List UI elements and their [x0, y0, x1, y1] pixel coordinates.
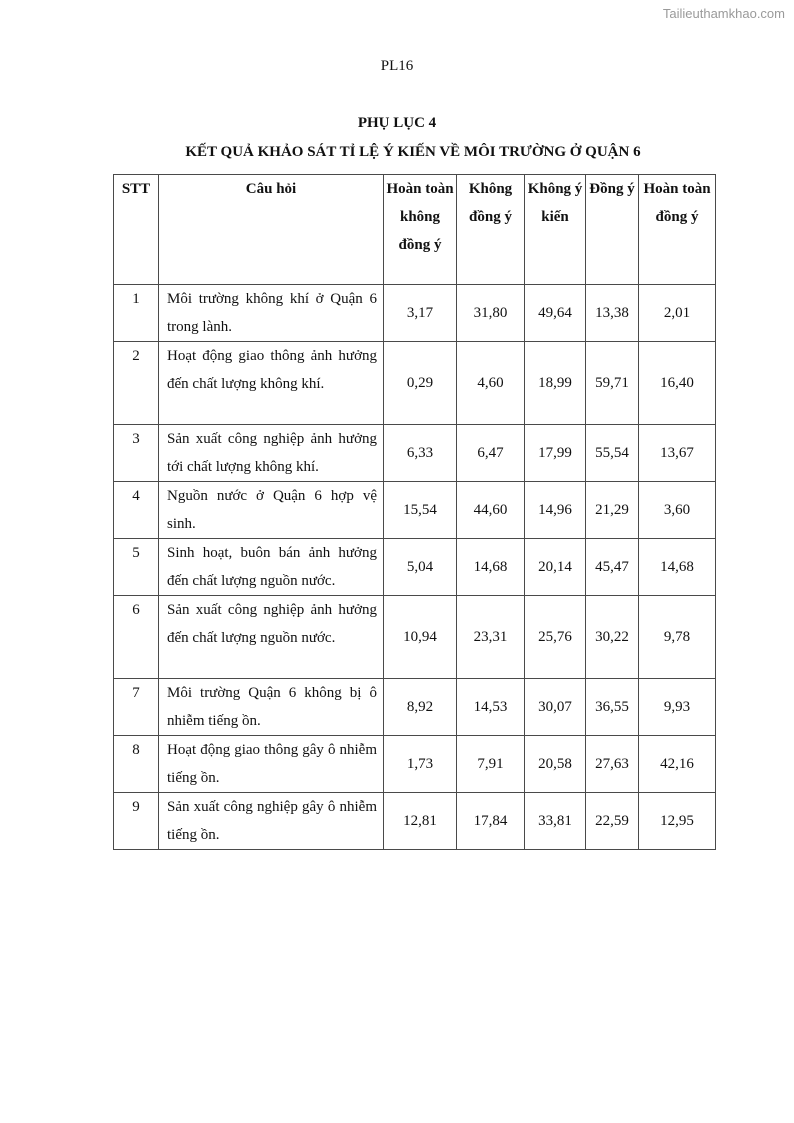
value-no-opinion: 49,64 — [525, 285, 586, 342]
value-strongly-disagree: 3,17 — [384, 285, 457, 342]
header-strongly-disagree: Hoàn toàn không đồng ý — [384, 175, 457, 285]
row-question: Môi trường không khí ở Quận 6 trong lành. — [159, 285, 384, 342]
table-row — [114, 793, 716, 850]
value-agree: 21,29 — [586, 482, 639, 539]
header-question: Câu hỏi — [159, 175, 384, 285]
value-strongly-agree: 12,95 — [639, 793, 716, 850]
header-agree: Đồng ý — [586, 175, 639, 285]
value-agree: 55,54 — [586, 425, 639, 482]
value-no-opinion: 33,81 — [525, 793, 586, 850]
row-question: Sản xuất công nghiệp ảnh hưởng tới chất lượng không khí. — [159, 425, 384, 482]
value-strongly-disagree: 12,81 — [384, 793, 457, 850]
table-row — [114, 679, 716, 736]
row-stt: 1 — [114, 285, 159, 342]
value-strongly-agree: 9,78 — [639, 596, 716, 679]
value-disagree: 4,60 — [457, 342, 525, 425]
value-disagree: 23,31 — [457, 596, 525, 679]
value-no-opinion: 20,58 — [525, 736, 586, 793]
value-strongly-agree: 42,16 — [639, 736, 716, 793]
row-stt: 6 — [114, 596, 159, 679]
survey-results-table — [113, 174, 716, 850]
value-strongly-disagree: 6,33 — [384, 425, 457, 482]
value-agree: 36,55 — [586, 679, 639, 736]
row-stt: 5 — [114, 539, 159, 596]
value-no-opinion: 30,07 — [525, 679, 586, 736]
header-disagree: Không đồng ý — [457, 175, 525, 285]
value-strongly-disagree: 8,92 — [384, 679, 457, 736]
value-strongly-disagree: 15,54 — [384, 482, 457, 539]
value-disagree: 44,60 — [457, 482, 525, 539]
row-stt: 7 — [114, 679, 159, 736]
value-agree: 59,71 — [586, 342, 639, 425]
value-no-opinion: 20,14 — [525, 539, 586, 596]
row-question: Sản xuất công nghiệp ảnh hưởng đến chất lượng nguồn nước. — [159, 596, 384, 679]
row-question: Hoạt động giao thông gây ô nhiễm tiếng ồn. — [159, 736, 384, 793]
value-strongly-agree: 16,40 — [639, 342, 716, 425]
value-agree: 22,59 — [586, 793, 639, 850]
row-stt: 9 — [114, 793, 159, 850]
value-strongly-disagree: 5,04 — [384, 539, 457, 596]
value-agree: 13,38 — [586, 285, 639, 342]
value-strongly-disagree: 0,29 — [384, 342, 457, 425]
appendix-title: PHỤ LỤC 4 — [357, 115, 437, 131]
value-strongly-agree: 2,01 — [639, 285, 716, 342]
row-question: Sản xuất công nghiệp gây ô nhiễm tiếng ồn. — [159, 793, 384, 850]
header-strongly-agree: Hoàn toàn đồng ý — [639, 175, 716, 285]
row-stt: 4 — [114, 482, 159, 539]
table-row — [114, 285, 716, 342]
value-strongly-agree: 14,68 — [639, 539, 716, 596]
table-row — [114, 482, 716, 539]
row-question: Nguồn nước ở Quận 6 hợp vệ sinh. — [159, 482, 384, 539]
value-strongly-agree: 13,67 — [639, 425, 716, 482]
value-disagree: 14,53 — [457, 679, 525, 736]
table-row — [114, 342, 716, 425]
row-stt: 2 — [114, 342, 159, 425]
table-title: KẾT QUẢ KHẢO SÁT TỈ LỆ Ý KIẾN VỀ MÔI TRƯỜNG Ở QUẬN 6 — [185, 144, 641, 160]
value-disagree: 31,80 — [457, 285, 525, 342]
value-disagree: 7,91 — [457, 736, 525, 793]
table-row — [114, 596, 716, 679]
value-agree: 27,63 — [586, 736, 639, 793]
page-number: PL16 — [380, 58, 414, 74]
value-agree: 30,22 — [586, 596, 639, 679]
row-question: Hoạt động giao thông ảnh hưởng đến chất lượng không khí. — [159, 342, 384, 425]
value-strongly-agree: 9,93 — [639, 679, 716, 736]
value-disagree: 17,84 — [457, 793, 525, 850]
value-no-opinion: 25,76 — [525, 596, 586, 679]
row-stt: 3 — [114, 425, 159, 482]
value-no-opinion: 18,99 — [525, 342, 586, 425]
table-row — [114, 539, 716, 596]
row-question: Sinh hoạt, buôn bán ảnh hưởng đến chất lượng nguồn nước. — [159, 539, 384, 596]
watermark: Tailieuthamkhao.com — [662, 6, 785, 21]
header-no-opinion: Không ý kiến — [525, 175, 586, 285]
value-no-opinion: 17,99 — [525, 425, 586, 482]
table-header-row — [114, 175, 716, 285]
value-strongly-disagree: 1,73 — [384, 736, 457, 793]
header-stt: STT — [114, 175, 159, 285]
table-row — [114, 425, 716, 482]
value-no-opinion: 14,96 — [525, 482, 586, 539]
value-disagree: 14,68 — [457, 539, 525, 596]
row-stt: 8 — [114, 736, 159, 793]
row-question: Môi trường Quận 6 không bị ô nhiễm tiếng ồn. — [159, 679, 384, 736]
value-strongly-agree: 3,60 — [639, 482, 716, 539]
value-strongly-disagree: 10,94 — [384, 596, 457, 679]
table-row — [114, 736, 716, 793]
value-disagree: 6,47 — [457, 425, 525, 482]
value-agree: 45,47 — [586, 539, 639, 596]
